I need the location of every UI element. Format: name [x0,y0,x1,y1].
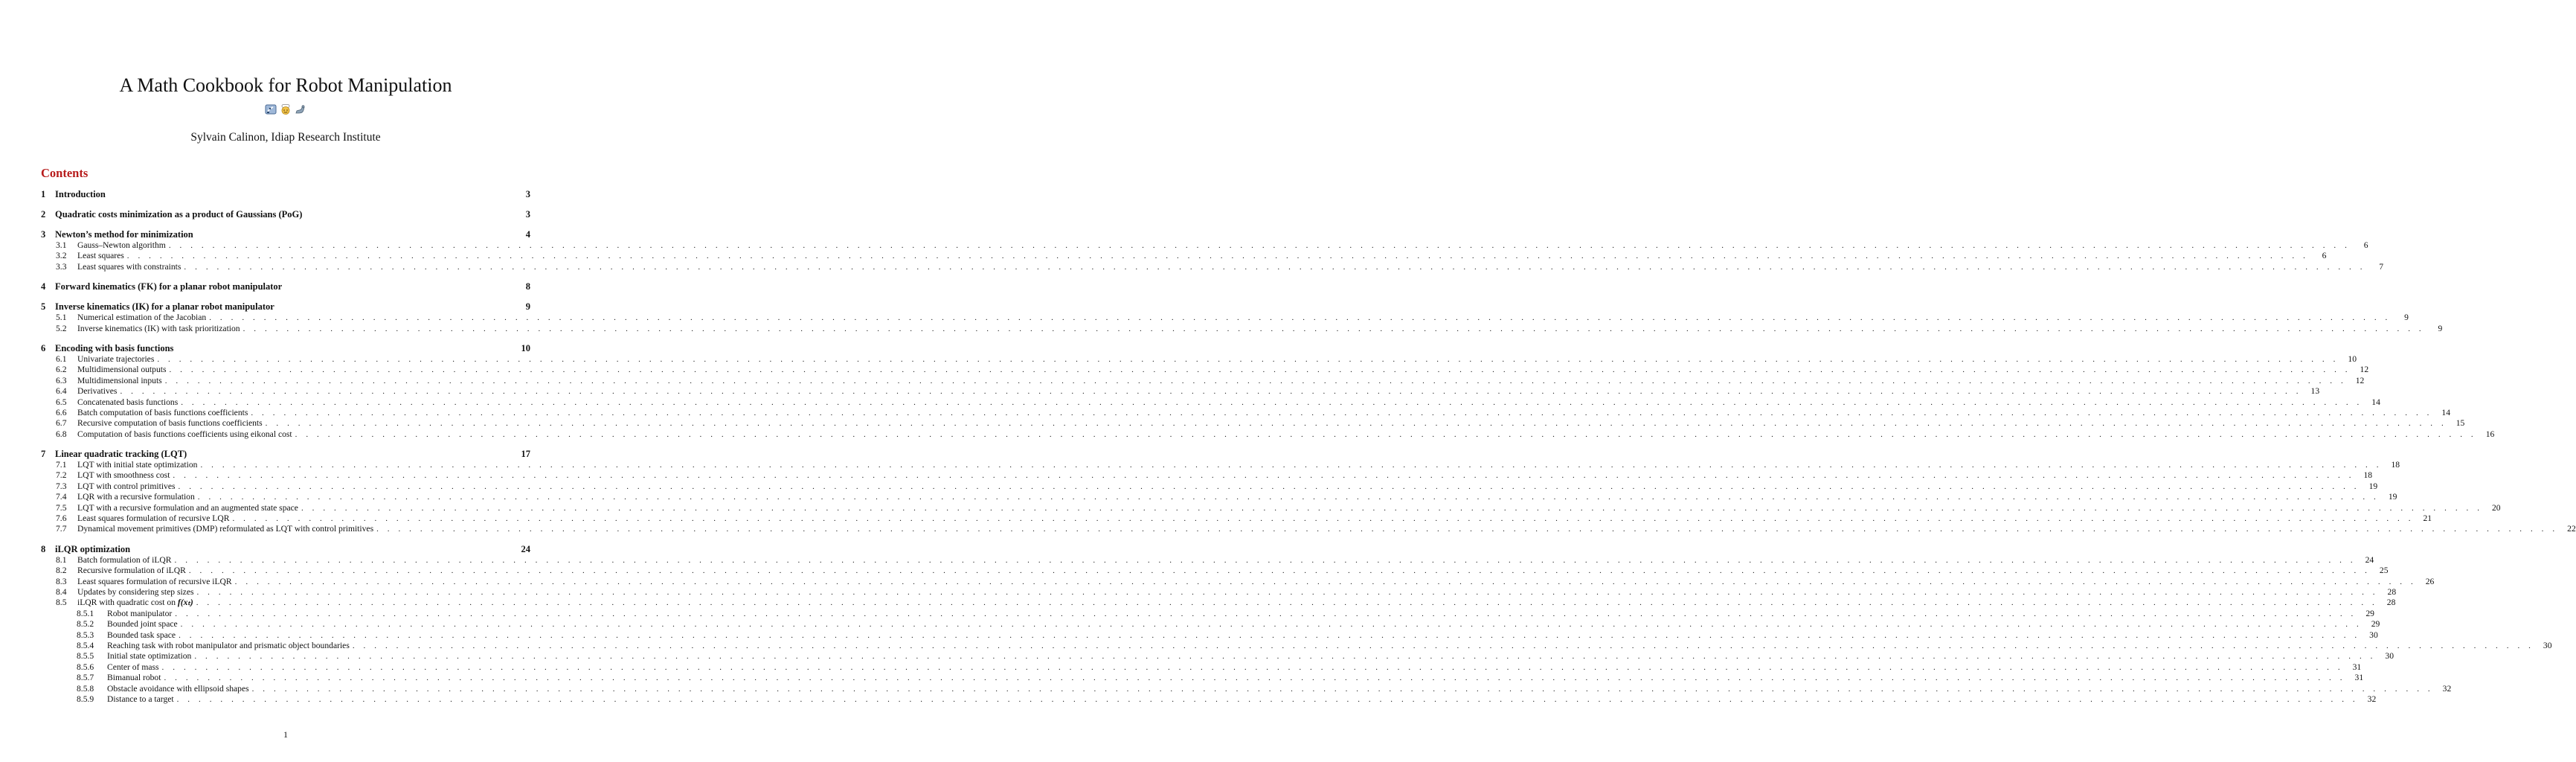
toc-entry-page: 25 [2379,566,2389,576]
toc-entry-5-1[interactable] [41,313,2409,323]
toc-entry-title-text: Updates by considering step sizes [77,586,194,597]
toc-entry-number: 6.5 [56,397,67,407]
toc-section-4[interactable] [41,281,530,292]
toc-entry-title-text: Derivatives [77,386,118,397]
chef-face-icon [280,104,292,115]
toc-entry-page: 28 [2386,598,2396,608]
toc-dot-leader: . . . . . . . . . . . . . . . . . . . . . . . . . . . . . . . . . . . . . . . . . . . . . . . . . . . . . . . . . . . . . . . . . . . . . . . . . . . . . . . . . . . . . . . . . . . . . . . . . . . . . . . . . . . . . . . . . . . . . . . . . . . . . . . . . . . . . . . . . . . . . . . . . . . . . . . . . . . . . . . . . . . . . . . . . . . . . . . . . . . . . . . . . . . . . . . . . . . . . . . . [161,662,2344,672]
toc-entry-number: 8.5.9 [77,694,94,704]
toc-entry-title [77,566,189,576]
toc-entry-6-6[interactable] [41,407,2451,418]
toc-entry-math: f(xₜ) [177,598,193,608]
toc-dot-leader: . . . . . . . . . . . . . . . . . . . . . . . . . . . . . . . . . . . . . . . . . . . . . . . . . . . . . . . . . . . . . . . . . . . . . . . . . . . . . . . . . . . . . . . . . . . . . . . . . . . . . . . . . . . . . . . . . . . . . . . . . . . . . . . . . . . . . . . . . . . . . . . . . . . . . . . . . . . . . . . . . . . . . . . . . . . . . . . . . . . . . . . . . . . . . . . . . . . . . . . . [179,630,2360,640]
toc-entry-number: 8.5.8 [77,683,94,694]
toc-dot-leader: . . . . . . . . . . . . . . . . . . . . . . . . . . . . . . . . . . . . . . . . . . . . . . . . . . . . . . . . . . . . . . . . . . . . . . . . . . . . . . . . . . . . . . . . . . . . . . . . . . . . . . . . . . . . . . . . . . . . . . . . . . . . . . . . . . . . . . . . . . . . . . . . . . . . . . . . . . . . . . . . . . . . . . . . . . . . . . . . . . . . . . . . . . . . . . . . . . . . . . . . [265,419,2447,429]
toc-entry-6-7[interactable] [41,418,2465,429]
toc-dot-leader: . . . . . . . . . . . . . . . . . . . . . . . . . . . . . . . . . . . . . . . . . . . . . . . . . . . . . . . . . . . . . . . . . . . . . . . . . . . . . . . . . . . . . . . . . . . . . . . . . . . . . . . . . . . . . . . . . . . . . . . . . . . . . . . . . . . . . . . . . . . . . . . . . . . . . . . . . . . . . . . . . . . . . . . . . . . . . . . . . . . . . . . . . . . . . . . . . . . . . . . . [164,673,2346,683]
toc-dot-leader: . . . . . . . . . . . . . . . . . . . . . . . . . . . . . . . . . . . . . . . . . . . . . . . . . . . . . . . . . . . . . . . . . . . . . . . . . . . . . . . . . . . . . . . . . . . . . . . . . . . . . . . . . . . . . . . . . . . . . . . . . . . . . . . . . . . . . . . . . . . . . . . . . . . . . . . . . . . . . . . . . . . . . . . . . . . . . . . . . . . . . . . . . . . . . . . . . . . . . . . . [352,641,2534,650]
toc-entry-5-2[interactable] [41,323,2443,334]
toc-dot-leader: . . . . . . . . . . . . . . . . . . . . . . . . . . . . . . . . . . . . . . . . . . . . . . . . . . . . . . . . . . . . . . . . . . . . . . . . . . . . . . . . . . . . . . . . . . . . . . . . . . . . . . . . . . . . . . . . . . . . . . . . . . . . . . . . . . . . . . . . . . . . . . . . . . . . . . . . . . . . . . . . . . . . . . . . . . . . . . . . . . . . . . . . . . . . . . . . . . . . . . . . [194,652,2376,662]
table-of-contents [41,185,2576,705]
toc-entry-title [77,418,266,429]
toc-entry-number: 6.8 [56,429,67,439]
toc-section-number: 5 [41,301,46,313]
toc-entry-page: 26 [2425,576,2435,586]
toc-entry-title [77,587,196,598]
toc-entry-title [77,354,157,365]
toc-entry-title-text: Bounded task space [107,630,176,640]
toc-entry-number: 7.5 [56,502,67,513]
toc-entry-page: 12 [2355,375,2365,385]
toc-section-3[interactable] [41,228,530,240]
toc-entry-title-text: Numerical estimation of the Jacobian [77,313,207,323]
toc-entry-page: 13 [2310,386,2320,397]
toc-dot-leader: . . . . . . . . . . . . . . . . . . . . . . . . . . . . . . . . . . . . . . . . . . . . . . . . . . . . . . . . . . . . . . . . . . . . . . . . . . . . . . . . . . . . . . . . . . . . . . . . . . . . . . . . . . . . . . . . . . . . . . . . . . . . . . . . . . . . . . . . . . . . . . . . . . . . . . . . . . . . . . . . . . . . . . . . . . . . . . . . . . . . . . . . . . . . . . . . . . . . . . . . [176,694,2359,704]
toc-entry-3-2[interactable] [41,251,2327,261]
toc-entry-title [77,555,175,566]
toc-entry-page: 6 [2363,240,2368,250]
toc-entry-page: 31 [2352,662,2362,672]
toc-entry-number: 7.6 [56,513,67,524]
toc-entry-page: 18 [2391,460,2400,470]
toc-dot-leader: . . . . . . . . . . . . . . . . . . . . . . . . . . . . . . . . . . . . . . . . . . . . . . . . . . . . . . . . . . . . . . . . . . . . . . . . . . . . . . . . . . . . . . . . . . . . . . . . . . . . . . . . . . . . . . . . . . . . . . . . . . . . . . . . . . . . . . . . . . . . . . . . . . . . . . . . . . . . . . . . . . . . . . . . . . . . . . . . . . . . . . . . . . . . . . . . . . . . . . . . [174,555,2357,565]
toc-entry-title-text: Recursive formulation of iLQR [77,566,186,576]
toc-entry-title-text: Recursive computation of basis functions coefficients [77,418,263,429]
toc-entry-title [77,470,173,481]
toc-entry-title [107,673,164,683]
toc-entry-title-text: iLQR with quadratic cost on [77,598,176,608]
toc-section-number: 2 [41,209,46,220]
toc-dot-leader: . . . . . . . . . . . . . . . . . . . . . . . . . . . . . . . . . . . . . . . . . . . . . . . . . . . . . . . . . . . . . . . . . . . . . . . . . . . . . . . . . . . . . . . . . . . . . . . . . . . . . . . . . . . . . . . . . . . . . . . . . . . . . . . . . . . . . . . . . . . . . . . . . . . . . . . . . . . . . . . . . . . . . . . . . . . . . . . . . . . . . . . . . . . . . . . . . . . . . . . . [251,684,2434,694]
robot-arm-icon [265,104,277,115]
toc-section-title: Introduction [55,189,106,199]
toc-entry-7-7[interactable] [41,524,2576,534]
toc-entry-8-5-7[interactable] [41,673,2364,683]
toc-dot-leader: . . . . . . . . . . . . . . . . . . . . . . . . . . . . . . . . . . . . . . . . . . . . . . . . . . . . . . . . . . . . . . . . . . . . . . . . . . . . . . . . . . . . . . . . . . . . . . . . . . . . . . . . . . . . . . . . . . . . . . . . . . . . . . . . . . . . . . . . . . . . . . . . . . . . . . . . . . . . . . . . . . . . . . . . . . . . . . . . . . . . . . . . . . . . . . . . . . . . . . . . [242,324,2425,333]
toc-entry-page: 30 [2543,640,2552,650]
toc-section-title: Newton’s method for minimization [55,229,193,240]
toc-entry-page: 9 [2404,313,2409,323]
toc-dot-leader: . . . . . . . . . . . . . . . . . . . . . . . . . . . . . . . . . . . . . . . . . . . . . . . . . . . . . . . . . . . . . . . . . . . . . . . . . . . . . . . . . . . . . . . . . . . . . . . . . . . . . . . . . . . . . . . . . . . . . . . . . . . . . . . . . . . . . . . . . . . . . . . . . . . . . . . . . . . . . . . . . . . . . . . . . . . . . . . . . . . . . . . . . . . . . . . . . . . . . . . . [168,241,2351,250]
toc-entry-title [107,662,162,673]
toc-section-title: Encoding with basis functions [55,342,174,353]
toc-entry-page: 22 [2567,524,2576,534]
toc-entry-number: 8.1 [56,554,67,565]
toc-entry-number: 8.4 [56,586,67,597]
toc-entry-title [77,262,184,272]
toc-entry-8-5-4[interactable] [41,640,2552,651]
toc-entry-title-text: LQT with smoothness cost [77,470,170,481]
toc-section-number: 7 [41,449,46,460]
toc-entry-title [77,313,209,323]
toc-entry-title-text: Least squares formulation of recursive LQR [77,513,230,524]
toc-dot-leader: . . . . . . . . . . . . . . . . . . . . . . . . . . . . . . . . . . . . . . . . . . . . . . . . . . . . . . . . . . . . . . . . . . . . . . . . . . . . . . . . . . . . . . . . . . . . . . . . . . . . . . . . . . . . . . . . . . . . . . . . . . . . . . . . . . . . . . . . . . . . . . . . . . . . . . . . . . . . . . . . . . . . . . . . . . . . . . . . . . . . . . . . . . . . . . . . . . . . . . . . [184,262,2366,272]
toc-entry-number: 8.5 [56,598,67,608]
toc-entry-page: 19 [2368,481,2378,491]
toc-entry-number: 3.2 [56,251,67,261]
toc-entry-number: 7.3 [56,481,67,491]
toc-dot-leader: . . . . . . . . . . . . . . . . . . . . . . . . . . . . . . . . . . . . . . . . . . . . . . . . . . . . . . . . . . . . . . . . . . . . . . . . . . . . . . . . . . . . . . . . . . . . . . . . . . . . . . . . . . . . . . . . . . . . . . . . . . . . . . . . . . . . . . . . . . . . . . . . . . . . . . . . . . . . . . . . . . . . . . . . . . . . . . . . . . . . . . . . . . . . . . . . . . . . . . . . [181,397,2363,407]
toc-entry-title [77,376,165,386]
toc-entry-8-5[interactable] [41,598,2396,608]
toc-entry-title [77,460,200,470]
toc-entry-page: 10 [2348,353,2357,364]
toc-section-page: 3 [525,209,530,220]
toc-section-5[interactable] [41,301,530,313]
toc-entry-title [107,684,252,694]
toc-entry-page: 12 [2360,365,2369,375]
toc-entry-6-2[interactable] [41,365,2369,375]
toc-entry-title-text: LQT with initial state optimization [77,460,198,470]
toc-entry-8-2[interactable] [41,566,2389,576]
toc-section-1[interactable] [41,188,530,200]
toc-entry-title-text: Least squares with constraints [77,261,182,272]
toc-section-number: 1 [41,189,46,199]
toc-entry-7-3[interactable] [41,481,2378,492]
toc-section-title: Inverse kinematics (IK) for a planar robot manipulator [55,301,274,313]
toc-entry-title [77,240,169,251]
toc-entry-number: 8.5.3 [77,630,94,640]
toc-entry-page: 29 [2365,608,2374,618]
toc-entry-title-text: Batch computation of basis functions coefficients [77,407,248,417]
toc-entry-number: 8.2 [56,566,67,576]
toc-entry-title-text: Concatenated basis functions [77,397,179,407]
document-title: A Math Cookbook for Robot Manipulation [119,74,452,96]
toc-entry-page: 14 [2371,397,2380,407]
toc-dot-leader: . . . . . . . . . . . . . . . . . . . . . . . . . . . . . . . . . . . . . . . . . . . . . . . . . . . . . . . . . . . . . . . . . . . . . . . . . . . . . . . . . . . . . . . . . . . . . . . . . . . . . . . . . . . . . . . . . . . . . . . . . . . . . . . . . . . . . . . . . . . . . . . . . . . . . . . . . . . . . . . . . . . . . . . . . . . . . . . . . . . . . . . . . . . . . . . . . . . . . . . . [232,514,2415,524]
toc-section-title: iLQR optimization [55,543,131,554]
toc-dot-leader: . . . . . . . . . . . . . . . . . . . . . . . . . . . . . . . . . . . . . . . . . . . . . . . . . . . . . . . . . . . . . . . . . . . . . . . . . . . . . . . . . . . . . . . . . . . . . . . . . . . . . . . . . . . . . . . . . . . . . . . . . . . . . . . . . . . . . . . . . . . . . . . . . . . . . . . . . . . . . . . . . . . . . . . . . . . . . . . . . . . . . . . . . . . . . . . . . . . . . . . . [120,387,2302,397]
toc-entry-title-text: Multidimensional outputs [77,365,167,375]
toc-entry-title-text: Least squares formulation of recursive iLQR [77,576,232,586]
toc-dot-leader: . . . . . . . . . . . . . . . . . . . . . . . . . . . . . . . . . . . . . . . . . . . . . . . . . . . . . . . . . . . . . . . . . . . . . . . . . . . . . . . . . . . . . . . . . . . . . . . . . . . . . . . . . . . . . . . . . . . . . . . . . . . . . . . . . . . . . . . . . . . . . . . . . . . . . . . . . . . . . . . . . . . . . . . . . . . . . . . . . . . . . . . . . . . . . . . . . . . . . . . . [126,252,2309,261]
toc-dot-leader: . . . . . . . . . . . . . . . . . . . . . . . . . . . . . . . . . . . . . . . . . . . . . . . . . . . . . . . . . . . . . . . . . . . . . . . . . . . . . . . . . . . . . . . . . . . . . . . . . . . . . . . . . . . . . . . . . . . . . . . . . . . . . . . . . . . . . . . . . . . . . . . . . . . . . . . . . . . . . . . . . . . . . . . . . . . . . . . . . . . . . . . . . . . . . . . . . . . . . . . . [173,471,2355,481]
toc-entry-number: 8.5.2 [77,619,94,630]
toc-dot-leader: . . . . . . . . . . . . . . . . . . . . . . . . . . . . . . . . . . . . . . . . . . . . . . . . . . . . . . . . . . . . . . . . . . . . . . . . . . . . . . . . . . . . . . . . . . . . . . . . . . . . . . . . . . . . . . . . . . . . . . . . . . . . . . . . . . . . . . . . . . . . . . . . . . . . . . . . . . . . . . . . . . . . . . . . . . . . . . . . . . . . . . . . . . . . . . . . . . . . . . . . [295,429,2477,439]
toc-entry-8-1[interactable] [41,554,2374,566]
toc-entry-title-text: Dynamical movement primitives (DMP) reformulated as LQT with control primitives [77,524,374,534]
toc-section-8[interactable] [41,543,530,555]
toc-dot-leader: . . . . . . . . . . . . . . . . . . . . . . . . . . . . . . . . . . . . . . . . . . . . . . . . . . . . . . . . . . . . . . . . . . . . . . . . . . . . . . . . . . . . . . . . . . . . . . . . . . . . . . . . . . . . . . . . . . . . . . . . . . . . . . . . . . . . . . . . . . . . . . . . . . . . . . . . . . . . . . . . . . . . . . . . . . . . . . . . . . . . . . . . . . . . . . . . . . . . . . . . [157,354,2339,364]
toc-entry-page: 16 [2485,429,2495,439]
toc-dot-leader: . . . . . . . . . . . . . . . . . . . . . . . . . . . . . . . . . . . . . . . . . . . . . . . . . . . . . . . . . . . . . . . . . . . . . . . . . . . . . . . . . . . . . . . . . . . . . . . . . . . . . . . . . . . . . . . . . . . . . . . . . . . . . . . . . . . . . . . . . . . . . . . . . . . . . . . . . . . . . . . . . . . . . . . . . . . . . . . . . . . . . . . . . . . . . . . . . . . . . . . . [188,566,2371,576]
toc-entry-page: 28 [2387,586,2397,597]
toc-entry-7-2[interactable] [41,470,2373,481]
toc-section-page: 10 [521,342,530,353]
toc-entry-title [77,598,196,608]
toc-entry-title-text: Least squares [77,251,124,261]
toc-entry-number: 6.2 [56,365,67,375]
toc-entry-title-text: Gauss–Newton algorithm [77,240,166,250]
toc-entry-title-text: LQT with a recursive formulation and an augmented state space [77,502,298,513]
toc-section-title: Quadratic costs minimization as a product of Gaussians (PoG) [55,209,303,220]
toc-entry-page: 20 [2492,502,2501,513]
toc-entry-8-4[interactable] [41,586,2397,598]
toc-entry-page: 31 [2354,673,2364,683]
toc-entry-title-text: Distance to a target [107,694,174,704]
toc-entry-title [77,481,179,492]
toc-entry-8-5-1[interactable] [41,608,2374,619]
toc-entry-title-text: Robot manipulator [107,608,173,618]
toc-entry-title-text: Center of mass [107,662,159,672]
toc-entry-title [77,386,120,397]
toc-dot-leader: . . . . . . . . . . . . . . . . . . . . . . . . . . . . . . . . . . . . . . . . . . . . . . . . . . . . . . . . . . . . . . . . . . . . . . . . . . . . . . . . . . . . . . . . . . . . . . . . . . . . . . . . . . . . . . . . . . . . . . . . . . . . . . . . . . . . . . . . . . . . . . . . . . . . . . . . . . . . . . . . . . . . . . . . . . . . . . . . . . . . . . . . . . . . . . . . . . . . . . . . [376,525,2558,534]
toc-entry-8-5-2[interactable] [41,619,2380,630]
toc-dot-leader: . . . . . . . . . . . . . . . . . . . . . . . . . . . . . . . . . . . . . . . . . . . . . . . . . . . . . . . . . . . . . . . . . . . . . . . . . . . . . . . . . . . . . . . . . . . . . . . . . . . . . . . . . . . . . . . . . . . . . . . . . . . . . . . . . . . . . . . . . . . . . . . . . . . . . . . . . . . . . . . . . . . . . . . . . . . . . . . . . . . . . . . . . . . . . . . . . . . . . . . . [200,461,2383,470]
toc-entry-number: 8.3 [56,576,67,586]
toc-dot-leader: . . . . . . . . . . . . . . . . . . . . . . . . . . . . . . . . . . . . . . . . . . . . . . . . . . . . . . . . . . . . . . . . . . . . . . . . . . . . . . . . . . . . . . . . . . . . . . . . . . . . . . . . . . . . . . . . . . . . . . . . . . . . . . . . . . . . . . . . . . . . . . . . . . . . . . . . . . . . . . . . . . . . . . . . . . . . . . . . . . . . . . . . . . . . . . . . . . . . . . . . [180,620,2363,630]
toc-entry-page: 19 [2388,492,2397,502]
toc-entry-number: 8.5.4 [77,640,94,650]
toc-entry-page: 9 [2438,323,2443,333]
toc-section-page: 24 [521,543,530,554]
title-icons [0,103,571,115]
toc-entry-7-1[interactable] [41,460,2400,470]
toc-entry-8-5-6[interactable] [41,662,2362,673]
toc-section-page: 8 [525,281,530,292]
toc-entry-6-1[interactable] [41,353,2357,365]
toc-entry-title [107,694,177,705]
toc-entry-title-text: Obstacle avoidance with ellipsoid shapes [107,683,249,694]
toc-dot-leader: . . . . . . . . . . . . . . . . . . . . . . . . . . . . . . . . . . . . . . . . . . . . . . . . . . . . . . . . . . . . . . . . . . . . . . . . . . . . . . . . . . . . . . . . . . . . . . . . . . . . . . . . . . . . . . . . . . . . . . . . . . . . . . . . . . . . . . . . . . . . . . . . . . . . . . . . . . . . . . . . . . . . . . . . . . . . . . . . . . . . . . . . . . . . . . . . . . . . . . . . [251,408,2433,417]
toc-entry-title [77,513,232,524]
toc-section-page: 17 [521,449,530,460]
toc-entry-number: 7.4 [56,492,67,502]
toc-entry-title-text: LQR with a recursive formulation [77,492,195,502]
toc-entry-8-5-8[interactable] [41,683,2452,694]
toc-entry-page: 32 [2367,694,2377,704]
toc-entry-page: 18 [2363,470,2373,481]
toc-section-number: 8 [41,543,46,554]
toc-entry-title [77,408,251,418]
toc-section-title: Forward kinematics (FK) for a planar robot manipulator [55,281,283,292]
toc-entry-title-text: Univariate trajectories [77,353,155,364]
toc-entry-title [77,524,376,534]
toc-entry-number: 8.5.6 [77,662,94,672]
toc-entry-8-5-9[interactable] [41,694,2377,705]
toc-entry-title [77,492,198,502]
toc-section-title: Linear quadratic tracking (LQT) [55,449,187,460]
toc-entry-page: 14 [2441,407,2451,417]
toc-entry-8-5-3[interactable] [41,630,2378,641]
toc-entry-title [107,609,175,619]
toc-section-2[interactable] [41,208,530,220]
toc-entry-title [77,251,127,261]
toc-entry-title [107,651,194,662]
toc-dot-leader: . . . . . . . . . . . . . . . . . . . . . . . . . . . . . . . . . . . . . . . . . . . . . . . . . . . . . . . . . . . . . . . . . . . . . . . . . . . . . . . . . . . . . . . . . . . . . . . . . . . . . . . . . . . . . . . . . . . . . . . . . . . . . . . . . . . . . . . . . . . . . . . . . . . . . . . . . . . . . . . . . . . . . . . . . . . . . . . . . . . . . . . . . . . . . . . . . . . . . . . . [164,376,2347,385]
toc-entry-8-3[interactable] [41,576,2435,587]
toc-dot-leader: . . . . . . . . . . . . . . . . . . . . . . . . . . . . . . . . . . . . . . . . . . . . . . . . . . . . . . . . . . . . . . . . . . . . . . . . . . . . . . . . . . . . . . . . . . . . . . . . . . . . . . . . . . . . . . . . . . . . . . . . . . . . . . . . . . . . . . . . . . . . . . . . . . . . . . . . . . . . . . . . . . . . . . . . . . . . . . . . . . . . . . . . . . . . . . . . . . . . . . . . [196,598,2378,608]
toc-dot-leader: . . . . . . . . . . . . . . . . . . . . . . . . . . . . . . . . . . . . . . . . . . . . . . . . . . . . . . . . . . . . . . . . . . . . . . . . . . . . . . . . . . . . . . . . . . . . . . . . . . . . . . . . . . . . . . . . . . . . . . . . . . . . . . . . . . . . . . . . . . . . . . . . . . . . . . . . . . . . . . . . . . . . . . . . . . . . . . . . . . . . . . . . . . . . . . . . . . . . . . . . [301,503,2483,513]
toc-entry-number: 6.7 [56,418,67,429]
toc-entry-7-5[interactable] [41,502,2501,513]
toc-entry-6-4[interactable] [41,386,2320,397]
toc-entry-number: 3.3 [56,261,67,272]
toc-entry-title-text: Batch formulation of iLQR [77,554,172,565]
flexed-arm-icon [295,104,306,115]
toc-entry-number: 5.1 [56,313,67,323]
toc-entry-page: 15 [2455,418,2465,429]
toc-entry-title [77,365,169,375]
toc-entry-page: 29 [2371,619,2380,630]
toc-section-page: 9 [525,301,530,313]
toc-entry-page: 30 [2385,651,2394,662]
toc-section-page: 4 [525,229,530,240]
toc-dot-leader: . . . . . . . . . . . . . . . . . . . . . . . . . . . . . . . . . . . . . . . . . . . . . . . . . . . . . . . . . . . . . . . . . . . . . . . . . . . . . . . . . . . . . . . . . . . . . . . . . . . . . . . . . . . . . . . . . . . . . . . . . . . . . . . . . . . . . . . . . . . . . . . . . . . . . . . . . . . . . . . . . . . . . . . . . . . . . . . . . . . . . . . . . . . . . . . . . . . . . . . . [175,609,2357,618]
toc-entry-title-text: Bimanual robot [107,673,161,683]
toc-entry-7-4[interactable] [41,492,2397,502]
toc-entry-6-5[interactable] [41,397,2380,408]
toc-dot-leader: . . . . . . . . . . . . . . . . . . . . . . . . . . . . . . . . . . . . . . . . . . . . . . . . . . . . . . . . . . . . . . . . . . . . . . . . . . . . . . . . . . . . . . . . . . . . . . . . . . . . . . . . . . . . . . . . . . . . . . . . . . . . . . . . . . . . . . . . . . . . . . . . . . . . . . . . . . . . . . . . . . . . . . . . . . . . . . . . . . . . . . . . . . . . . . . . . . . . . . . . [169,365,2351,375]
toc-entry-title [77,397,181,408]
toc-entry-number: 7.2 [56,470,67,481]
toc-entry-number: 7.1 [56,460,67,470]
toc-entry-number: 6.1 [56,353,67,364]
toc-entry-title-text: Initial state optimization [107,651,192,662]
toc-entry-title-text: Inverse kinematics (IK) with task prioritization [77,323,240,333]
toc-dot-leader: . . . . . . . . . . . . . . . . . . . . . . . . . . . . . . . . . . . . . . . . . . . . . . . . . . . . . . . . . . . . . . . . . . . . . . . . . . . . . . . . . . . . . . . . . . . . . . . . . . . . . . . . . . . . . . . . . . . . . . . . . . . . . . . . . . . . . . . . . . . . . . . . . . . . . . . . . . . . . . . . . . . . . . . . . . . . . . . . . . . . . . . . . . . . . . . . . . . . . . . . [234,577,2417,586]
toc-entry-number: 8.5.7 [77,673,94,683]
toc-entry-8-5-5[interactable] [41,651,2394,662]
toc-entry-title [107,641,353,651]
toc-entry-3-3[interactable] [41,261,2384,272]
toc-entry-title [77,324,243,334]
contents-heading: Contents [41,166,89,180]
toc-entry-7-6[interactable] [41,513,2432,524]
toc-entry-number: 8.5.5 [77,651,94,662]
toc-dot-leader: . . . . . . . . . . . . . . . . . . . . . . . . . . . . . . . . . . . . . . . . . . . . . . . . . . . . . . . . . . . . . . . . . . . . . . . . . . . . . . . . . . . . . . . . . . . . . . . . . . . . . . . . . . . . . . . . . . . . . . . . . . . . . . . . . . . . . . . . . . . . . . . . . . . . . . . . . . . . . . . . . . . . . . . . . . . . . . . . . . . . . . . . . . . . . . . . . . . . . . . . [209,313,2391,323]
toc-section-page: 3 [525,189,530,199]
toc-dot-leader: . . . . . . . . . . . . . . . . . . . . . . . . . . . . . . . . . . . . . . . . . . . . . . . . . . . . . . . . . . . . . . . . . . . . . . . . . . . . . . . . . . . . . . . . . . . . . . . . . . . . . . . . . . . . . . . . . . . . . . . . . . . . . . . . . . . . . . . . . . . . . . . . . . . . . . . . . . . . . . . . . . . . . . . . . . . . . . . . . . . . . . . . . . . . . . . . . . . . . . . . [178,481,2360,491]
toc-entry-3-1[interactable] [41,240,2368,251]
toc-section-number: 3 [41,229,46,240]
toc-entry-page: 24 [2365,554,2374,565]
toc-entry-number: 3.1 [56,240,67,250]
toc-entry-page: 30 [2369,630,2378,640]
toc-entry-number: 8.5.1 [77,608,94,618]
toc-entry-page: 6 [2322,251,2327,261]
toc-entry-title-text: Reaching task with robot manipulator and prismatic object boundaries [107,640,350,650]
toc-entry-6-8[interactable] [41,429,2495,440]
toc-entry-number: 6.4 [56,386,67,397]
toc-entry-title [77,429,295,440]
toc-section-7[interactable] [41,448,530,460]
toc-section-number: 6 [41,342,46,353]
toc-entry-title-text: Multidimensional inputs [77,375,162,385]
toc-section-number: 4 [41,281,46,292]
toc-entry-6-3[interactable] [41,375,2365,386]
toc-dot-leader: . . . . . . . . . . . . . . . . . . . . . . . . . . . . . . . . . . . . . . . . . . . . . . . . . . . . . . . . . . . . . . . . . . . . . . . . . . . . . . . . . . . . . . . . . . . . . . . . . . . . . . . . . . . . . . . . . . . . . . . . . . . . . . . . . . . . . . . . . . . . . . . . . . . . . . . . . . . . . . . . . . . . . . . . . . . . . . . . . . . . . . . . . . . . . . . . . . . . . . . . [197,493,2380,502]
toc-entry-page: 7 [2379,261,2384,272]
toc-entry-number: 6.3 [56,375,67,385]
toc-entry-title-text: Bounded joint space [107,619,178,630]
toc-entry-number: 5.2 [56,323,67,333]
page-number: 1 [283,729,288,740]
toc-section-6[interactable] [41,342,530,354]
toc-entry-title-text: LQT with control primitives [77,481,176,491]
toc-entry-title [77,577,235,587]
toc-entry-number: 7.7 [56,524,67,534]
toc-entry-page: 21 [2423,513,2432,524]
toc-entry-page: 32 [2442,683,2452,694]
toc-entry-title-text: Computation of basis functions coefficients using eikonal cost [77,429,292,439]
toc-entry-number: 6.6 [56,407,67,417]
toc-entry-title [107,630,179,641]
toc-entry-title [77,503,301,513]
toc-dot-leader: . . . . . . . . . . . . . . . . . . . . . . . . . . . . . . . . . . . . . . . . . . . . . . . . . . . . . . . . . . . . . . . . . . . . . . . . . . . . . . . . . . . . . . . . . . . . . . . . . . . . . . . . . . . . . . . . . . . . . . . . . . . . . . . . . . . . . . . . . . . . . . . . . . . . . . . . . . . . . . . . . . . . . . . . . . . . . . . . . . . . . . . . . . . . . . . . . . . . . . . . [196,587,2379,597]
author-line: Sylvain Calinon, Idiap Research Institute [190,131,381,144]
toc-entry-title [107,619,181,630]
